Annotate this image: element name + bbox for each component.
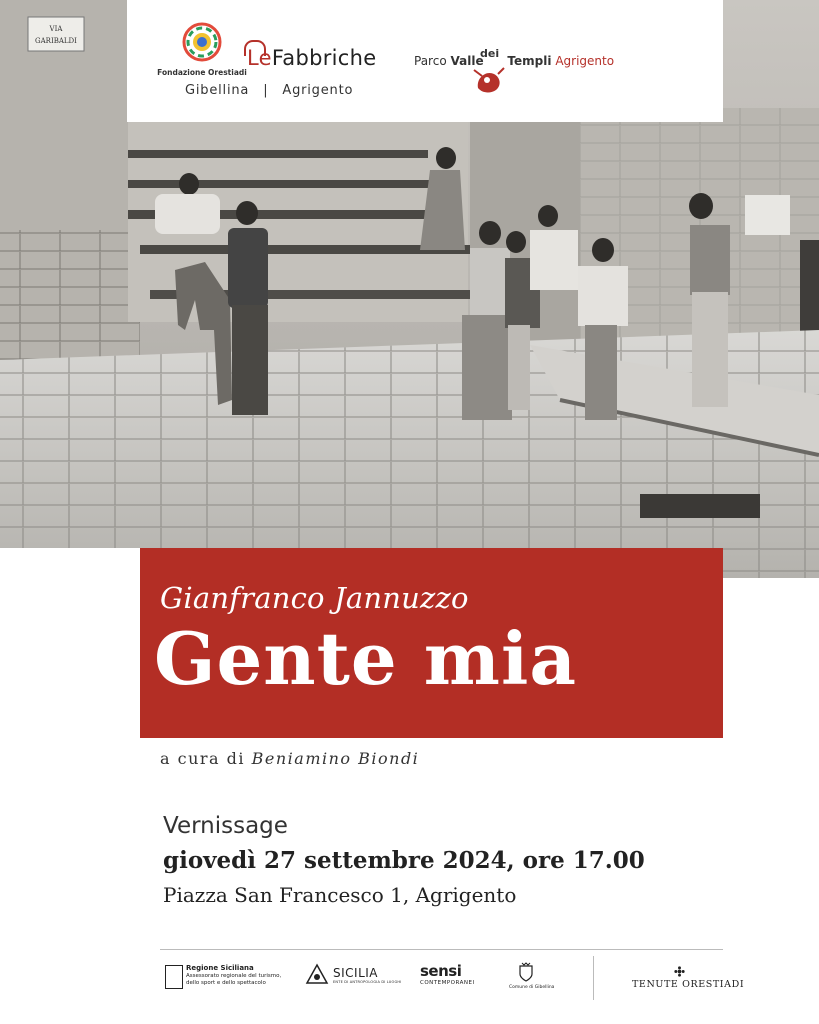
tenute-flower-icon — [674, 966, 685, 977]
street-sign-line-1: VIA — [49, 25, 63, 33]
parco-emblem-icon — [470, 60, 510, 98]
vernissage-place: Piazza San Francesco 1, Agrigento — [163, 883, 517, 907]
sicilia-sub: ENTE DI ANTROPOLOGIA DI LUOGHI — [333, 980, 402, 984]
parco-word: Parco — [414, 54, 447, 68]
fabbriche-city-gibellina: Gibellina — [185, 83, 250, 98]
parco-valle-templi-logo — [414, 47, 615, 68]
comune-crest-icon — [518, 962, 534, 982]
curator-line — [160, 749, 419, 768]
fabbriche-prefix: Le — [247, 46, 272, 70]
curator-prefix: a cura di — [160, 749, 246, 768]
regione-line-2: dello sport e dello spettacolo — [186, 980, 266, 986]
fabbriche-cities — [185, 83, 353, 98]
fabbriche-separator: | — [263, 83, 269, 98]
footer-divider-line — [160, 949, 723, 950]
le-fabbriche-logo — [247, 46, 376, 70]
vernissage-label: Vernissage — [163, 813, 288, 839]
exhibition-title: Gente mia — [154, 616, 577, 701]
fabbriche-arc-icon — [244, 40, 266, 56]
sensi-sub: CONTEMPORANEI — [420, 980, 475, 986]
orestiadi-emblem-icon — [182, 22, 222, 62]
author-name: Gianfranco Jannuzzo — [160, 581, 469, 615]
sensi-name: sensi — [420, 962, 462, 980]
valle-word: Valle — [450, 54, 484, 68]
regione-crest-icon — [165, 965, 183, 989]
sponsor-header — [127, 0, 723, 122]
fabbriche-city-agrigento: Agrigento — [282, 83, 354, 98]
title-band — [140, 548, 723, 738]
agrigento-word: Agrigento — [555, 54, 615, 68]
vernissage-date: giovedì 27 settembre 2024, ore 17.00 — [163, 847, 645, 874]
curator-name: Beniamino Biondi — [251, 749, 420, 768]
fondazione-orestiadi-logo — [157, 22, 247, 77]
fondazione-orestiadi-name: Fondazione Orestiadi — [157, 68, 247, 77]
sicilia-name: SICILIA — [333, 966, 379, 980]
regione-line-1: Assessorato regionale del turismo, — [186, 973, 282, 979]
regione-title: Regione Siciliana — [186, 964, 254, 972]
footer-vertical-divider — [593, 956, 594, 1000]
templi-word: Templi — [507, 54, 552, 68]
comune-name: Comune di Gibellina — [509, 985, 555, 990]
regione-subtitle — [186, 973, 281, 987]
fabbriche-name: Fabbriche — [271, 46, 377, 70]
tenute-name: TENUTE ORESTIADI — [632, 979, 745, 990]
dei-word: dei — [480, 47, 500, 60]
street-sign-line-2: GARIBALDI — [35, 37, 77, 45]
sicilia-mark-icon — [305, 963, 329, 987]
